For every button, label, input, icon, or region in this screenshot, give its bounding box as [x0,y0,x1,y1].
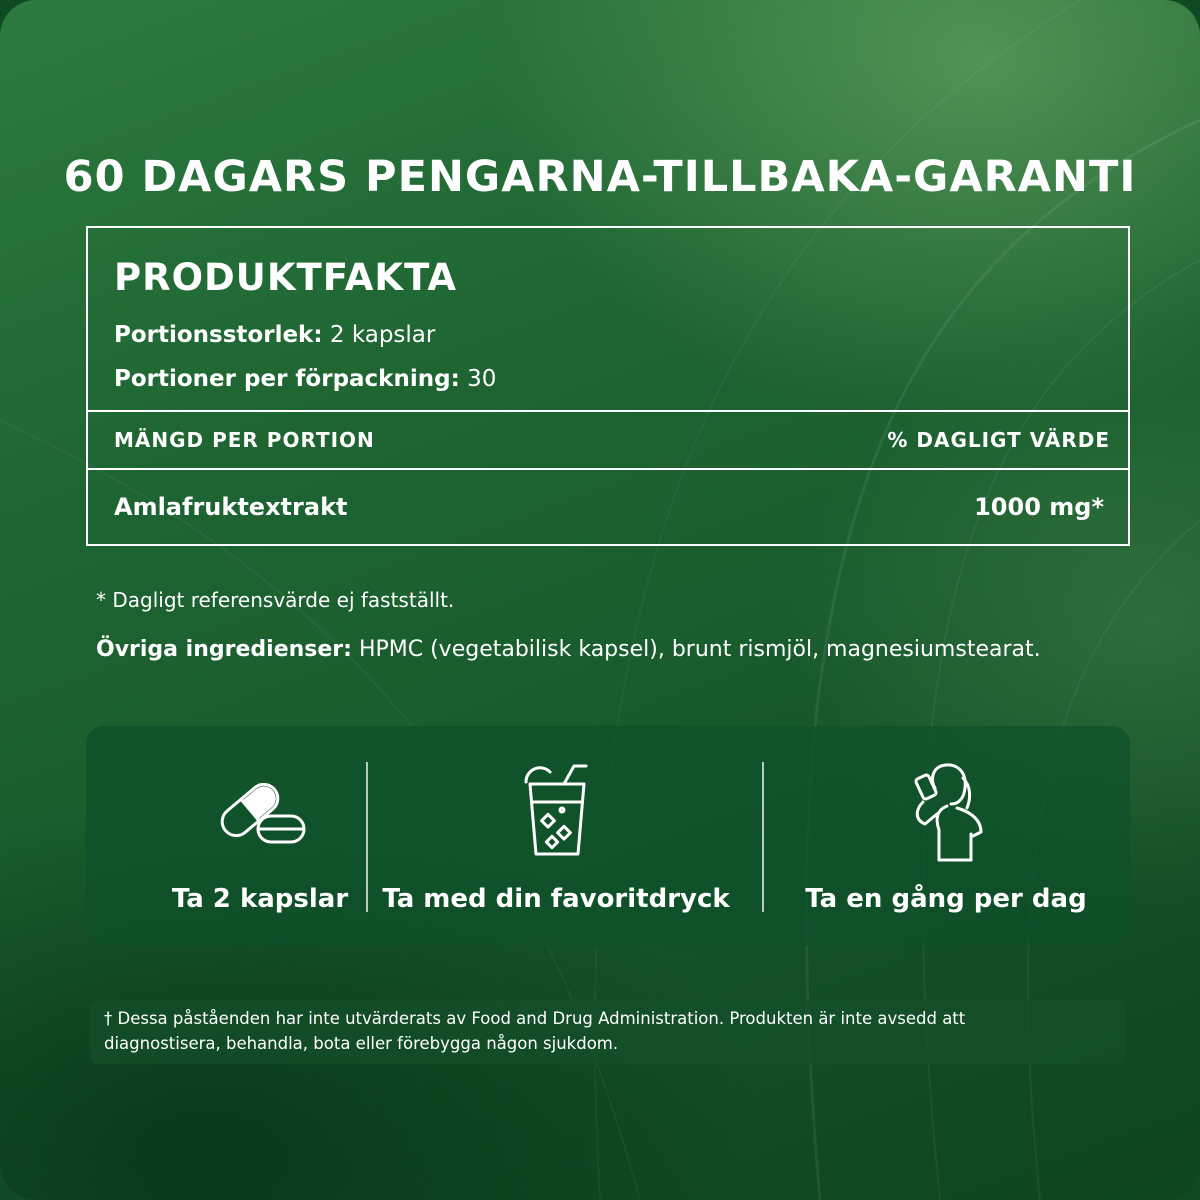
usage-label-drink: Ta med din favoritdryck [382,884,730,914]
facts-heading: PRODUKTFAKTA [114,256,458,299]
usage-divider [366,762,368,912]
amount-per-serving-header: MÄNGD PER PORTION [114,428,375,452]
daily-value-header: % DAGLIGT VÄRDE [887,428,1110,452]
daily-value-footnote: * Dagligt referensvärde ej fastställt. [96,588,455,612]
fda-disclaimer [90,1000,1126,1064]
other-ingredients-value: HPMC (vegetabilisk kapsel), brunt rismjöl, magnesiumstearat. [351,637,1041,662]
servings-per-package [114,357,1128,401]
usage-label-daily: Ta en gång per dag [805,884,1087,914]
facts-header [88,228,1128,412]
usage-panel [86,726,1130,946]
serving-size [114,313,1128,357]
product-facts-table [86,226,1130,546]
ingredient-row [88,470,1128,544]
capsules-icon [210,772,310,852]
person-drinking-icon [901,758,991,864]
serving-size-value: 2 kapslar [322,322,436,348]
usage-label-capsules: Ta 2 kapslar [171,884,349,914]
usage-step-daily [772,726,1120,946]
ingredient-name: Amlafruktextrakt [114,493,348,521]
other-ingredients [96,637,1041,662]
servings-label: Portioner per förpackning: [114,366,460,392]
serving-size-label: Portionsstorlek: [114,322,323,348]
ingredient-amount: 1000 mg* [974,493,1104,521]
drink-glass-icon [516,762,596,862]
other-ingredients-label: Övriga ingredienser: [96,637,352,662]
disclaimer-line-1: † Dessa påståenden har inte utvärderats av Food and Drug Administration. Produkten är inte avsedd att [104,1009,966,1028]
usage-divider [762,762,764,912]
amount-header-row [88,412,1128,470]
guarantee-title: 60 DAGARS PENGARNA-TILLBAKA-GARANTI [63,152,1137,202]
servings-value: 30 [459,366,497,392]
disclaimer-line-2: diagnostisera, behandla, bota eller förebygga någon sjukdom. [104,1034,619,1053]
usage-step-drink [382,726,730,946]
